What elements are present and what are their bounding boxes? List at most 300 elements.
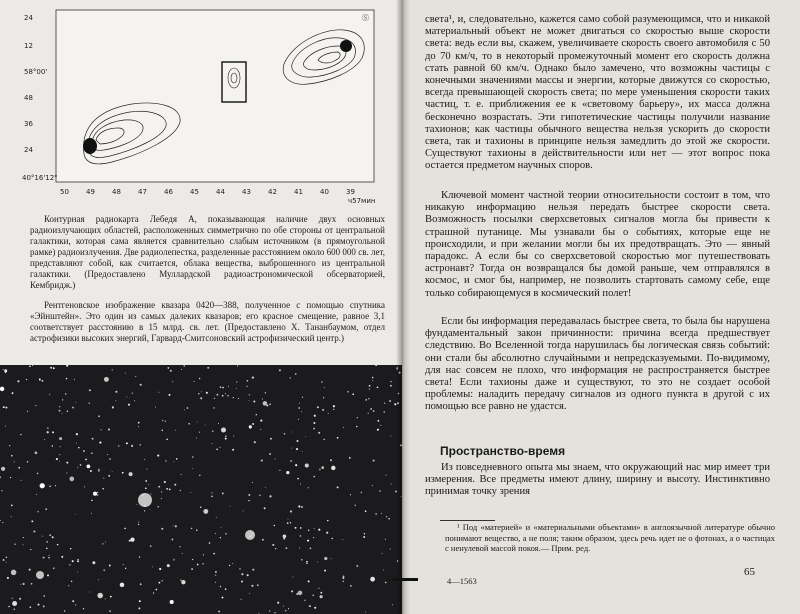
star-dot — [326, 532, 328, 534]
star-dot — [161, 528, 163, 530]
star-dot — [43, 605, 45, 607]
star-dot — [365, 612, 366, 613]
star-dot — [225, 533, 227, 535]
star-dot — [129, 540, 131, 542]
star-dot — [33, 530, 35, 532]
star-dot — [233, 436, 234, 437]
star-dot — [238, 398, 239, 399]
corner-mark: Ⓢ — [362, 14, 369, 22]
star-dot — [42, 536, 43, 537]
star-dot — [77, 467, 78, 468]
star-dot — [168, 566, 169, 567]
star-dot — [227, 395, 228, 396]
star-dot — [12, 392, 14, 394]
star-dot — [363, 536, 365, 538]
star-dot — [323, 397, 324, 398]
star-dot — [47, 431, 49, 433]
star-dot — [192, 468, 193, 469]
star-dot — [286, 471, 289, 474]
star-dot — [370, 408, 372, 410]
star-dot — [331, 466, 335, 470]
star-dot — [105, 542, 106, 543]
star-dot — [12, 598, 13, 599]
star-dot — [310, 548, 312, 550]
radio-map-caption-text: Контурная радиокарта Лебедя А, показывающая наличие двух основных радиоизлучающих областей, расположенных симметрично по обе стороны от центральной галактики, которая сама является сравнительно слабым источником (в прямоугольной рамке) радиоизлучения. Две радиолепестка, разделенные расстоянием около 600 000 св. лет, представляют собой, как считается, облака вещества, выброшенного из центральной галактики. (Предоставлено Муллардской радиоастрономической обсерваторией, Кембридж.) — [30, 214, 385, 290]
star-dot — [269, 495, 271, 497]
star-dot — [222, 597, 224, 599]
star-dot — [216, 448, 218, 450]
star-dot — [198, 393, 199, 394]
star-dot — [218, 611, 220, 613]
star-dot — [342, 539, 343, 540]
star-dot — [320, 592, 322, 594]
star-dot — [59, 437, 62, 440]
star-dot — [12, 601, 17, 606]
star-dot — [49, 394, 50, 395]
star-dot — [317, 561, 318, 562]
star-dot — [249, 593, 250, 594]
star-dot — [93, 492, 97, 496]
x-tick: 42 — [268, 188, 277, 196]
x-unit-label: ч57мин — [348, 197, 376, 204]
star-dot — [125, 568, 126, 569]
star-dot — [76, 433, 78, 435]
star-dot — [343, 581, 344, 582]
star-dot — [386, 516, 387, 517]
footnote — [445, 522, 775, 554]
star-dot — [115, 391, 117, 393]
star-dot — [288, 519, 289, 520]
star-dot — [175, 525, 177, 527]
star-dot — [23, 537, 24, 538]
star-dot — [370, 577, 375, 582]
star-dot — [249, 400, 250, 401]
star-dot — [317, 406, 319, 408]
star-dot — [102, 488, 104, 490]
star-dot — [207, 367, 209, 369]
x-tick: 43 — [242, 188, 251, 196]
star-dot — [112, 471, 113, 472]
star-dot — [65, 393, 66, 394]
star-dot — [37, 604, 39, 606]
star-dot — [391, 484, 392, 485]
star-dot — [206, 392, 208, 394]
star-dot — [321, 466, 324, 469]
x-tick: 46 — [164, 188, 173, 196]
star-dot — [2, 522, 3, 523]
x-tick: 47 — [138, 188, 147, 196]
star-dot — [298, 419, 299, 420]
star-dot — [279, 470, 280, 471]
star-dot — [361, 492, 362, 493]
star-dot — [144, 510, 145, 511]
star-dot — [333, 405, 335, 407]
y-tick: 40°16'12" — [22, 174, 58, 182]
star-dot — [270, 438, 272, 440]
star-dot — [140, 583, 142, 585]
star-dot — [71, 581, 72, 582]
star-dot — [237, 365, 238, 366]
star-dot — [168, 394, 170, 396]
star-dot — [137, 504, 138, 505]
star-dot — [97, 494, 99, 496]
star-dot — [314, 415, 316, 417]
star-dot — [107, 454, 108, 455]
star-dot — [126, 396, 127, 397]
star-dot — [386, 475, 387, 476]
star-dot — [8, 606, 9, 607]
star-dot — [229, 565, 230, 566]
star-dot — [377, 429, 379, 431]
star-dot — [44, 439, 45, 440]
star-dot — [5, 407, 7, 409]
xray-star-field-image — [0, 365, 402, 614]
star-dot — [308, 580, 310, 582]
star-dot — [343, 427, 344, 428]
paragraph-1 — [425, 14, 770, 173]
star-dot — [175, 430, 176, 431]
star-dot — [212, 492, 213, 493]
star-dot — [194, 381, 195, 382]
star-dot — [390, 436, 391, 437]
star-dot — [383, 569, 384, 570]
star-dot — [77, 559, 79, 561]
right-lobe-hotspot — [340, 40, 352, 52]
paragraph-3 — [425, 316, 770, 414]
star-dot — [279, 369, 281, 371]
star-dot — [103, 478, 104, 479]
star-dot — [297, 478, 299, 480]
x-tick: 39 — [346, 188, 355, 196]
star-dot — [200, 506, 201, 507]
star-dot — [295, 527, 297, 529]
star-dot — [201, 391, 202, 392]
y-tick: 58°00' — [24, 68, 48, 76]
star-dot — [88, 402, 90, 404]
star-dot — [256, 414, 257, 415]
star-dot — [319, 469, 320, 470]
star-dot — [49, 534, 51, 536]
star-dot — [372, 377, 374, 379]
printer-signature: 4—1563 — [447, 576, 477, 586]
star-dot — [30, 549, 31, 550]
star-dot — [211, 495, 213, 497]
star-dot — [283, 538, 285, 540]
star-dot — [75, 514, 76, 515]
star-dot — [39, 379, 41, 381]
star-dot — [232, 449, 234, 451]
star-dot — [368, 398, 369, 399]
star-dot — [180, 490, 181, 491]
star-dot — [190, 492, 191, 493]
star-dot — [212, 431, 213, 432]
x-tick: 49 — [86, 188, 95, 196]
star-dot — [98, 470, 100, 472]
star-dot — [103, 569, 105, 571]
paragraph-2 — [425, 190, 770, 300]
star-dot — [98, 579, 99, 580]
star-dot — [287, 522, 289, 524]
star-dot — [350, 494, 351, 495]
star-dot — [43, 595, 45, 597]
star-dot — [196, 438, 197, 439]
star-dot — [140, 384, 142, 386]
star-dot — [62, 399, 63, 400]
radio-contour-map — [22, 4, 382, 204]
star-dot — [5, 372, 6, 373]
star-dot — [66, 462, 68, 464]
star-dot — [3, 369, 4, 370]
star-dot — [355, 505, 356, 506]
star-dot — [52, 445, 54, 447]
star-dot — [135, 376, 136, 377]
star-dot — [138, 522, 139, 523]
star-dot — [165, 460, 166, 461]
star-dot — [174, 484, 176, 486]
x-tick: 40 — [320, 188, 329, 196]
star-dot — [337, 437, 339, 439]
star-dot — [155, 407, 156, 408]
star-dot — [0, 387, 4, 391]
star-dot — [19, 598, 21, 600]
star-dot — [249, 394, 250, 395]
star-dot — [129, 472, 133, 476]
star-dot — [203, 509, 208, 514]
star-dot — [37, 511, 38, 512]
star-dot — [318, 529, 320, 531]
footnote-rule — [440, 520, 495, 521]
star-dot — [80, 464, 82, 466]
star-dot — [252, 569, 254, 571]
star-dot — [296, 448, 298, 450]
star-dot — [92, 438, 94, 440]
star-dot — [128, 404, 130, 406]
star-dot — [170, 370, 172, 372]
star-dot — [260, 420, 262, 422]
star-dot — [265, 487, 266, 488]
star-dot — [213, 553, 215, 555]
star-dot — [290, 377, 291, 378]
star-dot — [236, 388, 237, 389]
star-dot — [169, 489, 171, 491]
star-dot — [260, 429, 261, 430]
bright-source — [36, 571, 44, 579]
star-dot — [173, 525, 174, 526]
footnote-text: ¹ Под «материей» и «материальными объектами» в англоязычной литературе обычно понимают вещество, а не поля; таким образом, здесь речь идет не о фотонах, а о частицах с ненулевой массой покоя.— Прим. ред. — [445, 522, 775, 553]
star-dot — [269, 453, 271, 455]
section-heading: Пространство-время — [440, 444, 566, 458]
bright-source — [245, 530, 255, 540]
star-dot — [47, 427, 48, 428]
star-dot — [66, 378, 67, 379]
star-dot — [68, 585, 69, 586]
star-dot — [233, 397, 234, 398]
star-dot — [35, 405, 36, 406]
star-dot — [179, 546, 180, 547]
star-dot — [222, 492, 224, 494]
star-dot — [219, 447, 220, 448]
star-dot — [62, 413, 63, 414]
star-dot — [305, 463, 309, 467]
star-dot — [275, 459, 276, 460]
star-dot — [327, 520, 328, 521]
y-tick: 36 — [24, 120, 33, 128]
star-dot — [1, 490, 2, 491]
star-dot — [364, 533, 365, 534]
star-dot — [11, 505, 13, 507]
star-dot — [324, 570, 326, 572]
xray-caption-text: Рентгеновское изображение квазара 0420—388, полученное с помощью спутника «Эйнштейн». Это один из самых далеких квазаров; его красное смещение, равное 3,1 соответствует расстоянию в 15 млрд. св. лет. (Предоставлено Х. Тананбаумом, отдел астрофизики высоких энергий, Гарвард-Смитсоновский астрофизический центр.) — [30, 300, 385, 343]
star-dot — [220, 586, 221, 587]
star-dot — [202, 563, 203, 564]
star-dot — [109, 458, 111, 460]
star-dot — [309, 605, 311, 607]
star-dot — [161, 498, 162, 499]
star-dot — [109, 610, 110, 611]
star-dot — [69, 564, 71, 566]
star-dot — [134, 400, 135, 401]
star-dot — [131, 445, 133, 447]
star-dot — [249, 428, 250, 429]
star-dot — [253, 400, 255, 402]
star-dot — [322, 409, 324, 411]
star-dot — [11, 570, 17, 576]
star-dot — [239, 568, 240, 569]
star-dot — [252, 423, 254, 425]
star-dot — [46, 548, 47, 549]
star-dot — [97, 492, 98, 493]
star-dot — [21, 480, 22, 481]
star-dot — [313, 537, 314, 538]
star-dot — [112, 369, 113, 370]
star-dot — [43, 557, 45, 559]
star-dot — [85, 459, 87, 461]
star-dot — [262, 398, 263, 399]
star-dot — [247, 574, 249, 576]
y-tick: 24 — [24, 146, 33, 154]
star-dot — [162, 420, 163, 421]
star-dot — [291, 448, 292, 449]
star-dot — [392, 604, 393, 605]
star-dot — [3, 559, 5, 561]
star-dot — [125, 373, 126, 374]
star-dot — [56, 458, 58, 460]
star-dot — [77, 561, 79, 563]
star-dot — [357, 417, 358, 418]
star-dot — [87, 465, 91, 469]
star-dot — [50, 367, 52, 369]
star-dot — [23, 583, 25, 585]
star-dot — [350, 585, 352, 587]
star-dot — [308, 529, 310, 531]
star-dot — [320, 595, 323, 598]
star-dot — [292, 432, 293, 433]
star-dot — [99, 442, 101, 444]
star-dot — [104, 377, 109, 382]
star-dot — [252, 482, 253, 483]
paragraph-1-text: света¹, и, следовательно, кажется само собой разумеющимся, что и никакой материальный объект не может двигаться со скоростью выше скорости света: ведь если вы, скажем, увеличиваете скорость своего автомобиля с 50 до 70 км/ч, то в некоторый промежуточный момент его скорость должна стать равной 60 км/ч. Однако было замечено, что возможны частицы с конечными значениями массы и энергии, которые движутся со скоростью, всегда превышающей скорость света; по мере уменьшения скорости таких частиц, т. е. приближения ее к «световому барьеру», их масса должна бесконечно возрастать. Эти гипотетические частицы получили название тахионов; как частицы обычного вещества нельзя ускорить до скорости света, так и тахионы в принципе нельзя замедлить до этой же скорости. Существуют тахионы в действительности или нет — этот вопрос пока остается предметом научных споров. — [425, 14, 770, 172]
star-dot — [7, 577, 9, 579]
star-dot — [181, 474, 182, 475]
star-dot — [146, 469, 147, 470]
star-dot — [324, 557, 327, 560]
star-dot — [307, 540, 309, 542]
star-dot — [269, 404, 271, 406]
star-dot — [285, 610, 287, 612]
star-dot — [313, 476, 315, 478]
star-dot — [372, 485, 373, 486]
star-dot — [331, 558, 332, 559]
star-dot — [37, 473, 39, 475]
star-dot — [254, 441, 256, 443]
star-dot — [116, 400, 117, 401]
star-dot — [132, 392, 133, 393]
star-dot — [328, 413, 329, 414]
star-dot — [122, 472, 124, 474]
star-dot — [158, 486, 160, 488]
star-dot — [252, 376, 254, 378]
star-dot — [105, 598, 106, 599]
star-dot — [72, 407, 74, 409]
star-dot — [31, 520, 33, 522]
star-dot — [298, 505, 300, 507]
star-dot — [200, 397, 202, 399]
star-dot — [20, 584, 21, 585]
star-dot — [385, 539, 386, 540]
star-dot — [59, 454, 60, 455]
star-dot — [23, 544, 24, 545]
star-dot — [269, 610, 270, 611]
star-dot — [300, 535, 302, 537]
star-dot — [59, 406, 60, 407]
star-dot — [36, 494, 37, 495]
star-dot — [91, 500, 93, 502]
star-dot — [83, 450, 85, 452]
star-dot — [138, 607, 140, 609]
star-dot — [248, 500, 249, 501]
star-dot — [158, 582, 160, 584]
x-tick: 45 — [190, 188, 199, 196]
x-tick: 50 — [60, 188, 69, 196]
star-dot — [296, 440, 298, 442]
star-dot — [218, 423, 219, 424]
left-lobe-hotspot — [83, 138, 97, 154]
y-tick: 12 — [24, 42, 33, 50]
star-dot — [305, 436, 306, 437]
star-dot — [6, 557, 7, 558]
star-dot — [184, 409, 185, 410]
star-dot — [166, 488, 168, 490]
star-dot — [161, 491, 162, 492]
star-dot — [377, 386, 379, 388]
star-dot — [382, 553, 383, 554]
star-dot — [390, 549, 391, 550]
paragraph-3-text: Если бы информация передавалась быстрее света, то была бы нарушена фундаментальный закон причинности: причина всегда предшествует следствию. Во Вселенной тогда нарушилась бы логическая связь событий: они стали бы абсолютно случайными и непредсказуемыми. По-видимому, для нас совсем не плохо, что информация не распространяется быстрее света! Если тахионы даже и существуют, то это не создает особой проблемы: наладить передачу сигналов из одного пункта в другой с их помощью все равно не удастся. — [425, 316, 770, 413]
star-dot — [243, 510, 244, 511]
star-dot — [130, 538, 134, 542]
star-dot — [1, 467, 5, 471]
y-tick: 48 — [24, 94, 33, 102]
star-dot — [6, 562, 7, 563]
star-dot — [215, 575, 216, 576]
star-dot — [232, 563, 233, 564]
star-dot — [199, 432, 200, 433]
star-dot — [77, 571, 78, 572]
star-dot — [300, 483, 301, 484]
star-dot — [55, 485, 56, 486]
star-dot — [295, 373, 297, 375]
star-dot — [266, 405, 268, 407]
